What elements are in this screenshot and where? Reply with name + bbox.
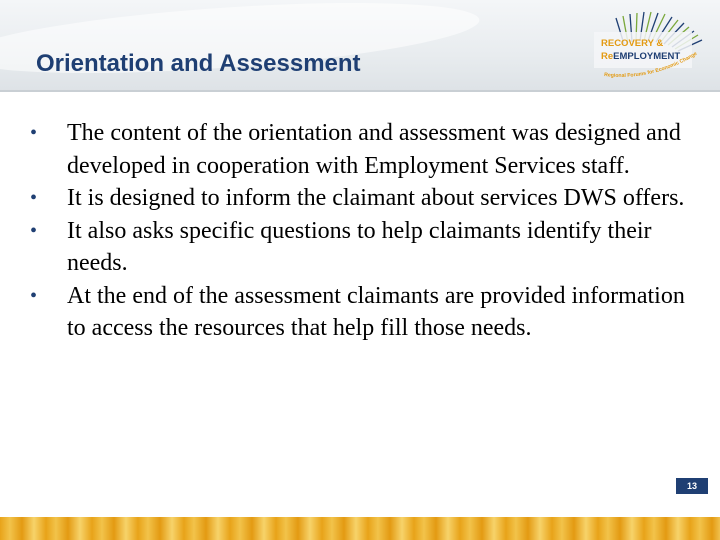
bullet-text: It is designed to inform the claimant about services DWS offers. [67,185,685,211]
svg-text:ReEMPLOYMENT [601,51,680,62]
footer-bar [0,517,720,540]
logo-arc-text: Regional Forums for Economic Change [603,50,699,79]
logo-line2-rest: EMPLOYMENT [613,51,681,62]
bullet-text: The content of the orientation and assessment was designed and developed in cooperation with Employment Services staff. [67,120,681,179]
bullet-item [30,182,690,215]
bullet-dot-icon: • [30,122,38,144]
logo-line1: RECOVERY & [601,38,664,49]
slide-title: Orientation and Assessment [36,50,361,77]
bullet-dot-icon: • [30,187,38,209]
bullet-item [30,215,690,280]
bullet-dot-icon: • [30,219,38,242]
logo-line2-prefix: Re [601,51,614,62]
bullet-item [30,117,690,182]
bullet-item [30,280,690,345]
page-number: 13 [676,478,708,494]
recovery-reemployment-logo [586,4,714,84]
bullet-text: At the end of the assessment claimants are provided information to access the resources that help fill those needs. [67,282,685,341]
bullet-text: It also asks specific questions to help claimants identify their needs. [67,217,652,276]
bullet-list [30,117,690,345]
bullet-dot-icon: • [30,284,38,307]
header-divider [0,90,720,92]
